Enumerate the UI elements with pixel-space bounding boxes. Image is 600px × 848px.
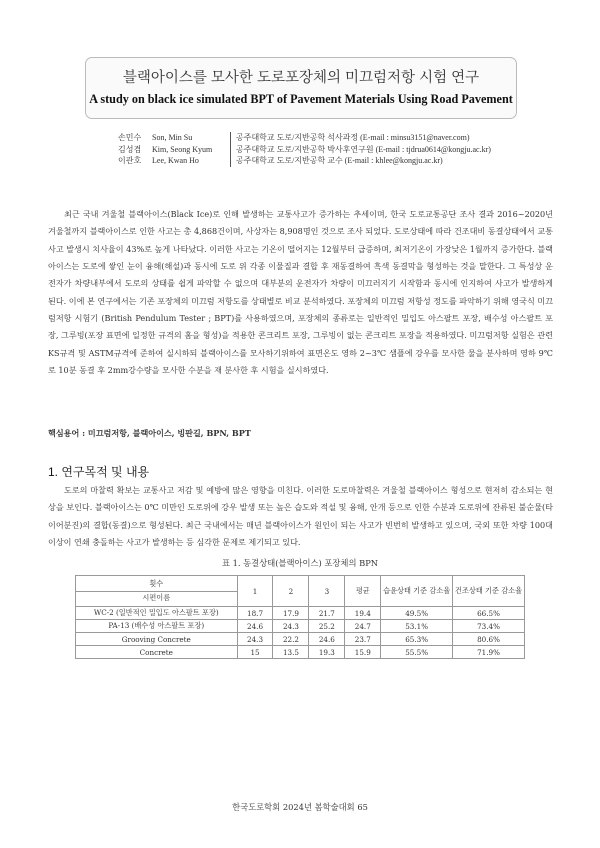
table-row	[76, 646, 525, 659]
specimen-name: Concrete	[76, 646, 238, 659]
value-cell: 17.9	[273, 607, 309, 620]
average-cell: 19.4	[345, 607, 381, 620]
author-name-ko: 이관호	[118, 156, 142, 165]
author-name-ko: 김성겸	[118, 144, 142, 154]
header-cell: 건조상태 기준 감소율	[453, 576, 525, 607]
section-body	[48, 482, 553, 551]
author-name-ko: 손민수	[118, 133, 142, 142]
author-name-en: Son, Min Su	[152, 133, 193, 142]
keywords: 핵심용어 : 미끄럼저항, 블랙아이스, 빙판길, BPN, BPT	[48, 428, 251, 438]
specimen-name: Grooving Concrete	[76, 633, 238, 646]
wet-reduction-cell: 65.3%	[381, 633, 453, 646]
title-english: A study on black ice simulated BPT of Pavement Materials Using Road Pavement	[89, 92, 513, 106]
section-heading: 1. 연구목적 및 내용	[48, 465, 150, 479]
author-name-en: Kim, Seong Kyum	[152, 144, 213, 154]
header-specimen-label: 시편이름	[142, 593, 171, 602]
author-affiliation: 공주대학교 도로/지반공학 석사과정 (E-mail : minsu3151@naver.com)	[230, 132, 470, 144]
author-row	[118, 155, 491, 167]
header-count-label: 횟수	[149, 579, 164, 588]
specimen-name: WC-2 (일반적인 밀입도 아스팔트 포장)	[76, 607, 238, 620]
value-cell: 24.6	[237, 620, 273, 633]
bpn-table	[75, 575, 525, 659]
author-row	[118, 144, 491, 156]
wet-reduction-cell: 49.5%	[381, 607, 453, 620]
title-box	[85, 57, 517, 119]
author-row	[118, 132, 491, 144]
value-cell: 22.2	[273, 633, 309, 646]
dry-reduction-cell: 71.9%	[453, 646, 525, 659]
value-cell: 21.7	[309, 607, 345, 620]
section-paragraph: 도로의 마찰력 확보는 교통사고 저감 및 예방에 많은 영향을 미친다. 이러한 도로마찰력은 겨울철 블랙아이스 형성으로 현저히 감소되는 현상을 보인다. 블랙아이스는 0℃ 미만인 도로위에 강우 발생 또는 높은 습도와 적설 및 융해, 안개 등으로 인한 수분과 도로위에 잔류된 불순물(타이어분진)의 결합(동결)으로 형성된다. 최근 국내에서는 매년 블랙아이스가 원인이 되는 사고가 빈번히 발생하고 있으며, 국외 또한 차량 100대 이상이 연쇄 충돌하는 사고가 발생하는 등 심각한 문제로 제기되고 있다.	[48, 485, 553, 548]
table-row	[76, 633, 525, 646]
author-affiliation: 공주대학교 도로/지반공학 교수 (E-mail : khlee@kongju.ac.kr)	[230, 155, 443, 167]
value-cell: 24.3	[273, 620, 309, 633]
average-cell: 23.7	[345, 633, 381, 646]
table-header-row	[76, 576, 525, 607]
dry-reduction-cell: 73.4%	[453, 620, 525, 633]
value-cell: 24.6	[309, 633, 345, 646]
table-row	[76, 607, 525, 620]
header-diagonal-cell	[76, 576, 238, 607]
table-row	[76, 620, 525, 633]
author-name-en: Lee, Kwan Ho	[152, 156, 199, 165]
value-cell: 19.3	[309, 646, 345, 659]
abstract-text: 최근 국내 겨울철 블랙아이스(Black Ice)로 인해 발생하는 교통사고가 증가하는 추세이며, 한국 도로교통공단 조사 결과 2016~2020년 겨울철까지 블랙아이스로 인한 사고는 총 4,868건이며, 사상자는 8,908명인 것으로 조사 되었다. 도로상태에 따라 건조대비 동결상태에서 교통사고 발생시 치사율이 43%로 높게 나타났다. 이러한 사고는 기온이 떨어지는 12월부터 급증하며, 최저기온이 가장낮은 1월까지 증가한다. 블랙아이스는 도로에 쌓인 눈이 융해(해설)과 동시에 도로 위 각종 이물질과 결합 후 재동결하여 흑색 동결막을 형성하는 것을 말한다. 그 특성상 운전자가 차량내부에서 도로의 상태를 쉽게 파악할 수 없으며 대부분의 운전자가 차량이 미끄러지기 시작함과 동시에 인지하여 사고가 발생하게 된다. 이에 본 연구에서는 기존 포장체의 미끄럼 저항도를 상태별로 비교 분석하였다. 포장체의 미끄럼 저항성 정도를 파악하기 위해 영국식 미끄럼저항 시험기 (British Pendulum Tester ; BPT)를 사용하였으며, 포장체의 종류로는 일반적인 밀입도 아스팔트 포장, 배수성 아스팔트 포장, 그루빙(포장 표면에 일정한 규격의 홈을 형성)을 적용한 콘크리트 포장, 그루빙이 없는 콘크리트 포장을 적용하였다. 미끄럼저항 실험은 관련 KS규격 및 ASTM규격에 준하여 실시하되 블랙아이스를 모사하기위하여 표면온도 영하 2~3℃ 샘플에 강우를 모사한 물을 분사하며 영하 9℃로 10분 동결 후 2mm강수량을 모사한 수분을 재 분사한 후 시험을 실시하였다.	[48, 209, 553, 376]
average-cell: 15.9	[345, 646, 381, 659]
value-cell: 25.2	[309, 620, 345, 633]
specimen-name: PA-13 (배수성 아스팔트 포장)	[76, 620, 238, 633]
header-cell: 평균	[345, 576, 381, 607]
average-cell: 24.7	[345, 620, 381, 633]
abstract	[48, 206, 553, 379]
dry-reduction-cell: 80.6%	[453, 633, 525, 646]
title-korean: 블랙아이스를 모사한 도로포장체의 미끄럼저항 시험 연구	[122, 70, 480, 86]
value-cell: 13.5	[273, 646, 309, 659]
header-cell: 1	[237, 576, 273, 607]
author-list	[118, 132, 491, 167]
dry-reduction-cell: 66.5%	[453, 607, 525, 620]
author-affiliation: 공주대학교 도로/지반공학 박사후연구원 (E-mail : tjdrua0614@kongju.ac.kr)	[230, 144, 491, 156]
wet-reduction-cell: 55.5%	[381, 646, 453, 659]
wet-reduction-cell: 53.1%	[381, 620, 453, 633]
page-footer: 한국도로학회 2024년 봄학술대회 65	[232, 802, 368, 812]
header-cell: 습윤상태 기준 감소율	[381, 576, 453, 607]
value-cell: 18.7	[237, 607, 273, 620]
header-cell: 3	[309, 576, 345, 607]
value-cell: 24.3	[237, 633, 273, 646]
header-cell: 2	[273, 576, 309, 607]
table-caption: 표 1. 동결상태(블랙아이스) 포장체의 BPN	[221, 558, 379, 568]
value-cell: 15	[237, 646, 273, 659]
